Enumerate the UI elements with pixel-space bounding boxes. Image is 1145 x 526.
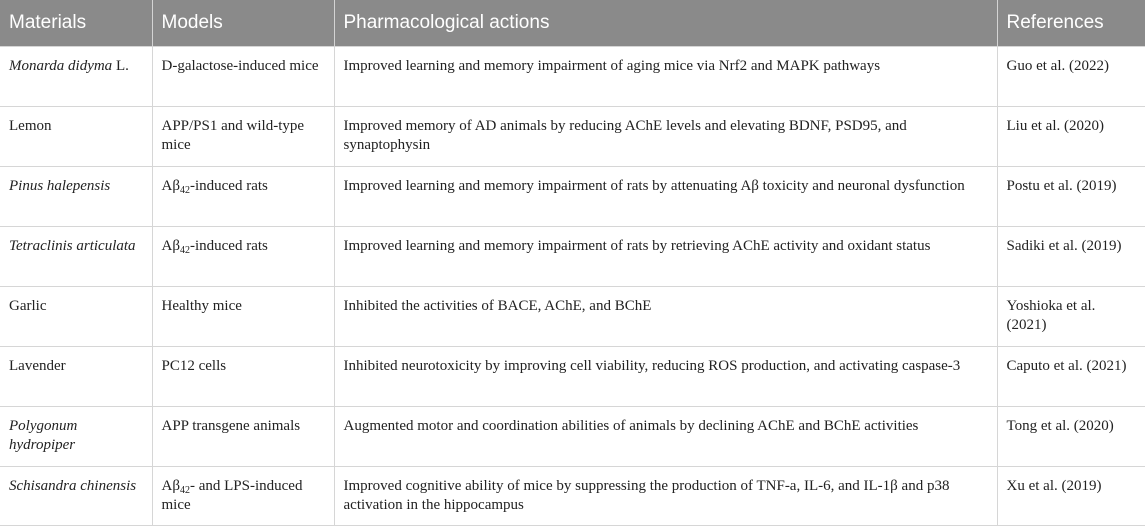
model-text: Aβ bbox=[161, 478, 180, 494]
action-cell: Inhibited the activities of BACE, AChE, and BChE bbox=[334, 287, 997, 347]
material-name: Monarda didyma bbox=[9, 58, 113, 74]
action-cell: Improved learning and memory impairment of aging mice via Nrf2 and MAPK pathways bbox=[334, 47, 997, 107]
model-subscript: 42 bbox=[179, 485, 190, 496]
model-cell bbox=[152, 167, 334, 227]
reference-cell: Sadiki et al. (2019) bbox=[997, 227, 1145, 287]
model-cell bbox=[152, 107, 334, 167]
table-header bbox=[0, 0, 1145, 47]
action-cell: Improved learning and memory impairment of rats by retrieving AChE activity and oxidant status bbox=[334, 227, 997, 287]
header-references: References bbox=[997, 0, 1145, 47]
model-text: APP transgene animals bbox=[161, 418, 301, 434]
reference-cell: Guo et al. (2022) bbox=[997, 47, 1145, 107]
material-cell bbox=[0, 407, 152, 467]
header-row bbox=[0, 0, 1145, 47]
header-models: Models bbox=[152, 0, 334, 47]
action-cell: Improved learning and memory impairment of rats by attenuating Aβ toxicity and neuronal dysfunction bbox=[334, 167, 997, 227]
model-subscript: 42 bbox=[179, 245, 190, 256]
material-cell bbox=[0, 107, 152, 167]
model-cell bbox=[152, 287, 334, 347]
model-text-suffix: -induced rats bbox=[189, 178, 268, 194]
table-row bbox=[0, 347, 1145, 407]
action-cell: Improved memory of AD animals by reducing AChE levels and elevating BDNF, PSD95, and synaptophysin bbox=[334, 107, 997, 167]
material-cell bbox=[0, 227, 152, 287]
model-text: Healthy mice bbox=[161, 298, 242, 314]
table-body bbox=[0, 47, 1145, 526]
model-subscript: 42 bbox=[179, 185, 190, 196]
table-row bbox=[0, 167, 1145, 227]
material-cell bbox=[0, 467, 152, 526]
reference-cell: Postu et al. (2019) bbox=[997, 167, 1145, 227]
material-name: Garlic bbox=[9, 298, 47, 314]
model-cell bbox=[152, 47, 334, 107]
model-text: Aβ bbox=[161, 178, 180, 194]
model-cell bbox=[152, 467, 334, 526]
table-row bbox=[0, 227, 1145, 287]
reference-cell: Caputo et al. (2021) bbox=[997, 347, 1145, 407]
material-cell bbox=[0, 47, 152, 107]
material-cell bbox=[0, 167, 152, 227]
model-text: APP/PS1 and wild-type mice bbox=[161, 118, 305, 153]
model-text: Aβ bbox=[161, 238, 180, 254]
reference-cell: Yoshioka et al. (2021) bbox=[997, 287, 1145, 347]
material-cell bbox=[0, 347, 152, 407]
header-pharmacological-actions: Pharmacological actions bbox=[334, 0, 997, 47]
action-cell: Improved cognitive ability of mice by suppressing the production of TNF-a, IL-6, and IL-1β and p38 activation in the hippocampus bbox=[334, 467, 997, 526]
material-name: Schisandra chinensis bbox=[9, 478, 137, 494]
model-text-suffix: -induced rats bbox=[189, 238, 268, 254]
material-name: Lavender bbox=[9, 358, 66, 374]
material-name: Polygonum hydropiper bbox=[9, 418, 78, 453]
header-materials: Materials bbox=[0, 0, 152, 47]
model-text: PC12 cells bbox=[161, 358, 227, 374]
model-cell bbox=[152, 347, 334, 407]
material-name: Pinus halepensis bbox=[9, 178, 111, 194]
model-cell bbox=[152, 407, 334, 467]
table-row bbox=[0, 407, 1145, 467]
table-row bbox=[0, 287, 1145, 347]
table-row bbox=[0, 47, 1145, 107]
reference-cell: Liu et al. (2020) bbox=[997, 107, 1145, 167]
reference-cell: Tong et al. (2020) bbox=[997, 407, 1145, 467]
material-cell bbox=[0, 287, 152, 347]
material-name: Lemon bbox=[9, 118, 52, 134]
model-text: D-galactose-induced mice bbox=[161, 58, 319, 74]
table-row bbox=[0, 107, 1145, 167]
model-text-suffix: - and LPS-induced mice bbox=[161, 478, 303, 513]
model-cell bbox=[152, 227, 334, 287]
action-cell: Augmented motor and coordination abilities of animals by declining AChE and BChE activities bbox=[334, 407, 997, 467]
action-cell: Inhibited neurotoxicity by improving cell viability, reducing ROS production, and activating caspase-3 bbox=[334, 347, 997, 407]
material-name: Tetraclinis articulata bbox=[9, 238, 136, 254]
material-suffix: L. bbox=[112, 58, 129, 74]
table-row bbox=[0, 467, 1145, 526]
reference-cell: Xu et al. (2019) bbox=[997, 467, 1145, 526]
